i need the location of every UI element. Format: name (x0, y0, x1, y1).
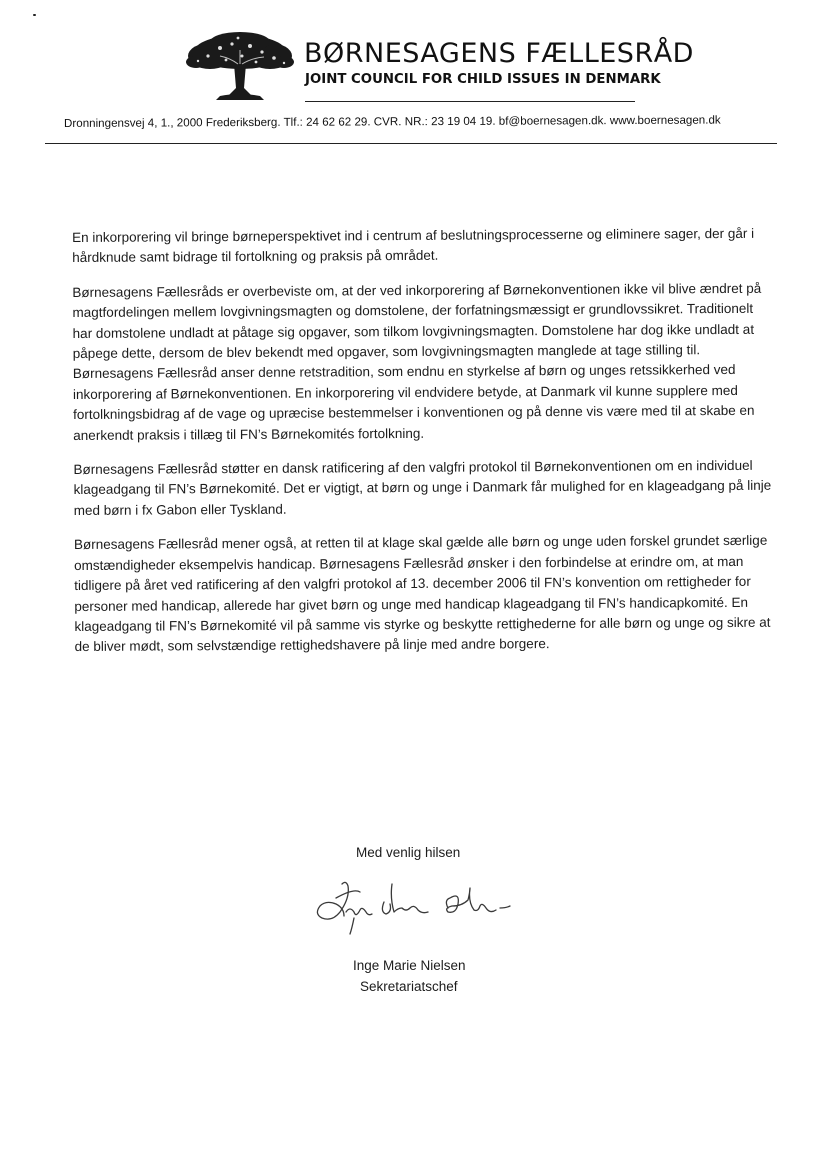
contact-divider (45, 143, 777, 144)
scan-speck (33, 14, 36, 16)
signer-title: Sekretariatschef (360, 979, 458, 994)
contact-line: Dronningensvej 4, 1., 2000 Frederiksberg. Tlf.: 24 62 62 29. CVR. NR.: 23 19 04 19. bf@boernesagen.dk. www.boernesagen.dk (63, 113, 721, 130)
organization-subtitle: JOINT COUNCIL FOR CHILD ISSUES IN DENMARK (305, 72, 661, 87)
closing-greeting: Med venlig hilsen (356, 845, 461, 860)
paragraph: Børnesagens Fællesråds er overbeviste om, at der ved inkorporering af Børnekonventionen ikke vil blive ændret på magtfordelingen mellem lovgivningsmagten og domstolene, der forfatningsmæssigt er grundlovssikret. Traditionelt har domstolene undladt at påtage sig opgaver, som tilkom lovgivningsmagten. Domstolene har dog ikke undladt at påpege dette, dersom de blev bekendt med opgaver, som lovgivningsmagten manglede at tage stilling til. Børnesagens Fællesråd anser denne retstradition, som endnu en styrkelse af børn og unges retssikkerhed ved inkorporering af Børnekonventionen. En inkorporering vil endvidere betyde, at Danmark vil kunne supplere med fortolkningsbidrag af de vage og upræcise bestemmelser i konventionen og på denne vis være med til at skabe en anerkendt praksis i tillæg til FN’s Børnekomités fortolkning. (72, 280, 762, 443)
handwritten-signature (310, 878, 515, 938)
letter-body (72, 224, 775, 672)
paragraph: Børnesagens Fællesråd mener også, at retten til at klage skal gælde alle børn og unge uden forskel grundet særlige omstændigheder eksempelvis handicap. Børnesagens Fællesråd ønsker i den forbindelse at erindre om, at man tidligere på året ved ratificering af den valgfri protokol af 13. december 2006 til FN’s konvention om rettigheder for personer med handicap, allerede har givet børn og unge med handicap klageadgang til FN’s handicapkomité. En klageadgang til FN’s Børnekomité vil på samme vis styrke og beskytte rettighederne for alle børn og unge og sikre at de bliver mødt, som selvstændige rettighedshavere på linje med andre borgere. (73, 533, 771, 655)
signer-name: Inge Marie Nielsen (353, 958, 466, 973)
paragraph: En inkorporering vil bringe børneperspektivet ind i centrum af beslutningsprocesserne og eliminere sager, der går i hårdknude samt bidrage til fortolkning og praksis på området. (72, 225, 755, 266)
letterhead (180, 30, 694, 105)
paragraph: Børnesagens Fællesråd støtter en dansk ratificering af den valgfri protokol til Børnekonventionen om en individuel klageadgang til FN’s Børnekomité. Det er vigtigt, at børn og unge i Danmark får mulighed for en klageadgang på linje med børn i fx Gabon eller Tyskland. (73, 457, 772, 518)
header-divider (305, 101, 635, 102)
organization-name: BØRNESAGENS FÆLLESRÅD (304, 38, 694, 69)
tree-logo-icon (180, 30, 300, 102)
